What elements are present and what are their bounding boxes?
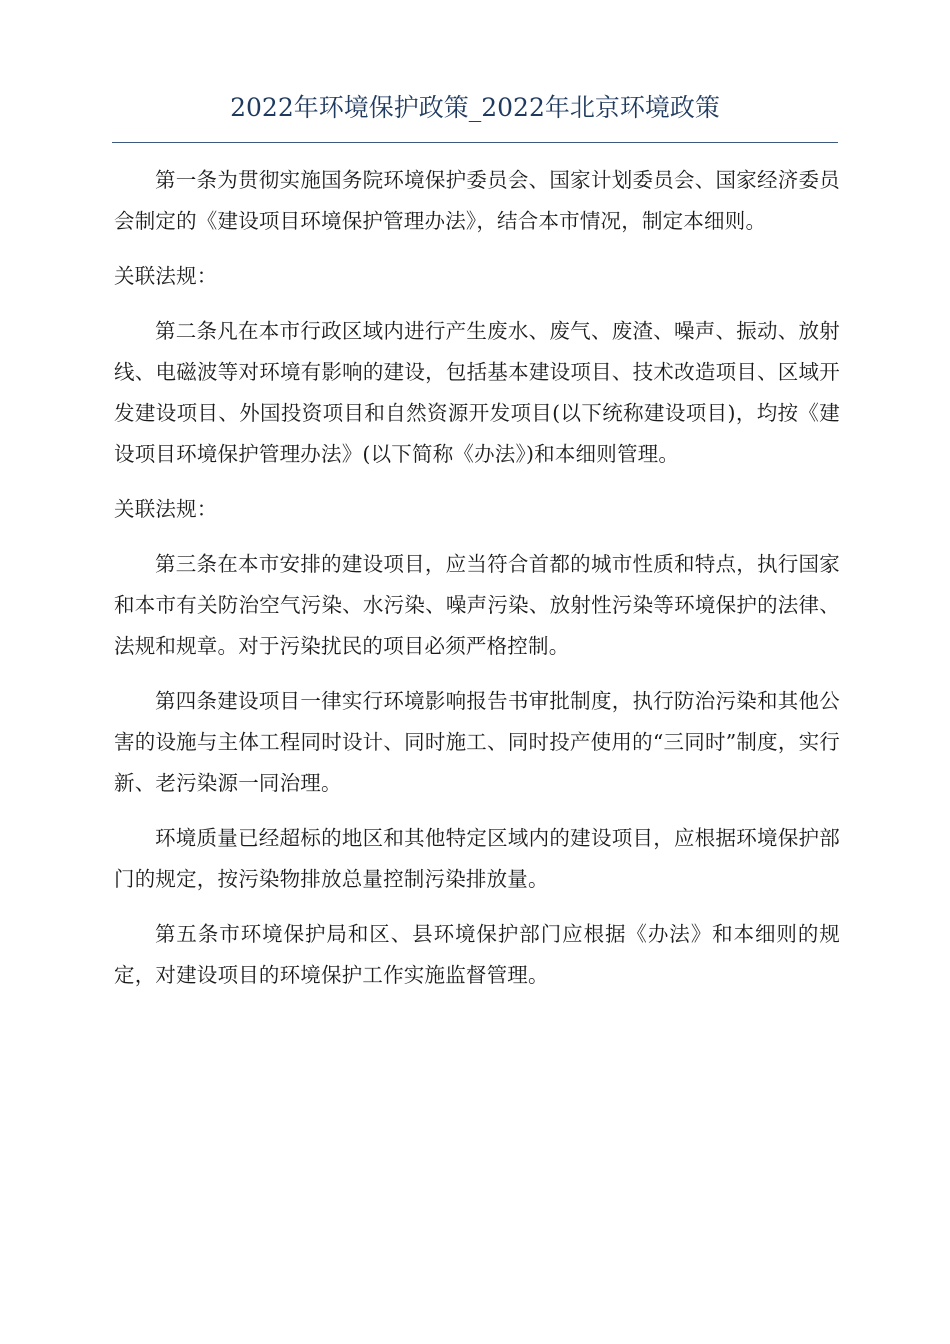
document-body [114, 160, 840, 1010]
related-regulations-label: 关联法规： [114, 264, 218, 288]
paragraph-article-4: 第四条建设项目一律实行环境影响报告书审批制度，执行防治污染和其他公害的设施与主体工程同时设计、同时施工、同时投产使用的“三同时”制度，实行新、老污染源一同治理。 [114, 689, 840, 795]
paragraph-article-5: 第五条市环境保护局和区、县环境保护部门应根据《办法》和本细则的规定，对建设项目的环境保护工作实施监督管理。 [114, 922, 840, 987]
related-regulations-label: 关联法规： [114, 497, 218, 521]
document-title: 2022年环境保护政策_2022年北京环境政策 [230, 93, 720, 122]
paragraph-article-1: 第一条为贯彻实施国务院环境保护委员会、国家计划委员会、国家经济委员会制定的《建设项目环境保护管理办法》，结合本市情况，制定本细则。 [114, 168, 840, 233]
paragraph-article-4-continued: 环境质量已经超标的地区和其他特定区域内的建设项目，应根据环境保护部门的规定，按污染物排放总量控制污染排放量。 [114, 826, 840, 891]
paragraph-article-2: 第二条凡在本市行政区域内进行产生废水、废气、废渣、噪声、振动、放射线、电磁波等对环境有影响的建设，包括基本建设项目、技术改造项目、区域开发建设项目、外国投资项目和自然资源开发项目(以下统称建设项目)，均按《建设项目环境保护管理办法》(以下简称《办法》)和本细则管理。 [114, 319, 840, 466]
title-divider [112, 142, 838, 143]
paragraph-article-3: 第三条在本市安排的建设项目，应当符合首都的城市性质和特点，执行国家和本市有关防治空气污染、水污染、噪声污染、放射性污染等环境保护的法律、法规和规章。对于污染扰民的项目必须严格控制。 [114, 552, 840, 658]
